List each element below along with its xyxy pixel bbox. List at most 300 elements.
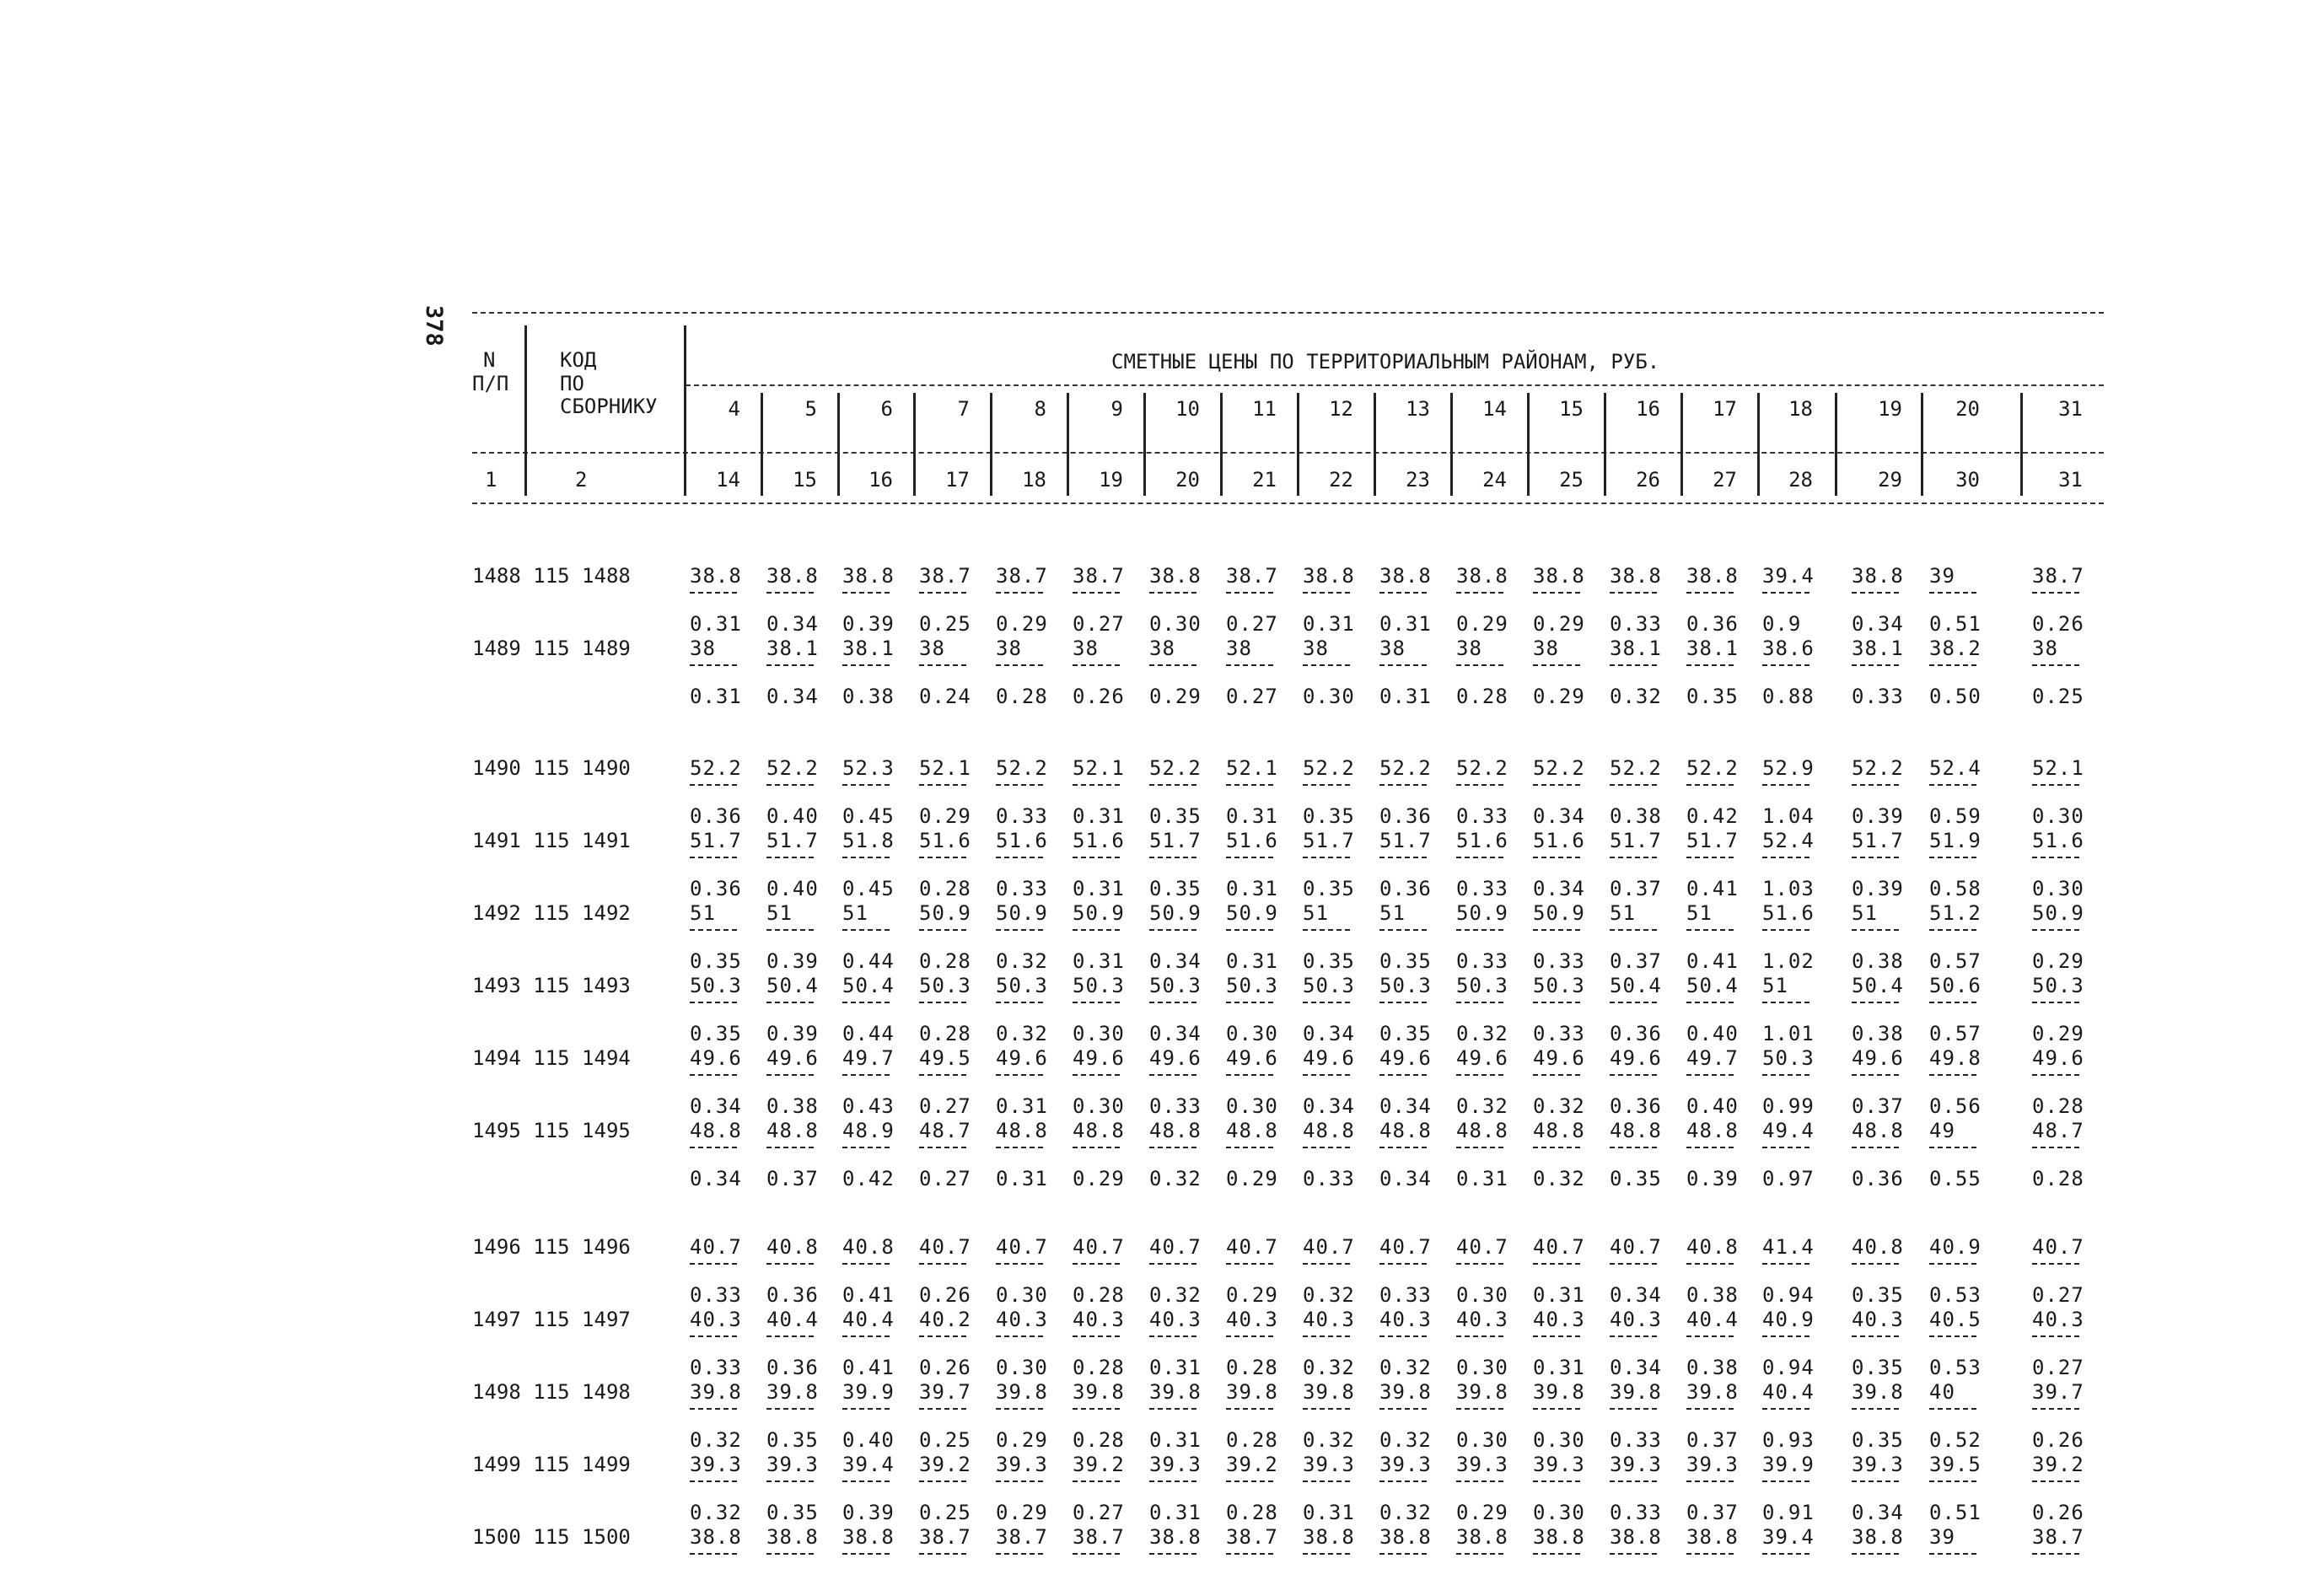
table-cell: 40.7 bbox=[1533, 1235, 1585, 1259]
table-cell: 51 bbox=[1379, 901, 1406, 925]
table-cell: 0.29 bbox=[996, 1501, 1048, 1524]
fraction-line bbox=[1533, 857, 1580, 858]
table-cell: 0.51 bbox=[1929, 612, 1982, 636]
table-cell: 51.7 bbox=[1379, 829, 1432, 852]
table-cell: 0.34 bbox=[1379, 1094, 1432, 1118]
column-number-27: 27 bbox=[1713, 468, 1737, 492]
table-cell: 0.31 bbox=[1379, 612, 1432, 636]
fraction-line bbox=[1610, 784, 1657, 786]
column-number-29: 29 bbox=[1878, 468, 1902, 492]
fraction-line bbox=[1762, 592, 1809, 594]
fraction-line bbox=[842, 664, 890, 666]
table-cell: 38 bbox=[919, 637, 945, 660]
fraction-line bbox=[1610, 929, 1657, 931]
header-title: СМЕТНЫЕ ЦЕНЫ ПО ТЕРРИТОРИАЛЬНЫМ РАЙОНАМ, РУБ. bbox=[1111, 350, 1660, 373]
table-cell: 0.32 bbox=[996, 949, 1048, 973]
table-cell: 0.27 bbox=[1226, 612, 1278, 636]
table-cell: 51.9 bbox=[1929, 829, 1982, 852]
fraction-line bbox=[1149, 1147, 1196, 1148]
table-cell: 0.35 bbox=[766, 1428, 819, 1452]
table-cell: 0.34 bbox=[766, 612, 819, 636]
table-cell: 39.8 bbox=[690, 1380, 742, 1404]
fraction-line bbox=[766, 1074, 814, 1076]
fraction-line bbox=[1073, 1335, 1120, 1337]
table-cell: 0.32 bbox=[690, 1501, 742, 1524]
fraction-line bbox=[1226, 1335, 1273, 1337]
table-cell: 40.4 bbox=[766, 1308, 819, 1331]
table-cell: 0.32 bbox=[1610, 685, 1662, 708]
table-cell: 38.8 bbox=[1852, 564, 1904, 588]
district-header-8: 8 bbox=[1034, 397, 1046, 421]
fraction-line bbox=[1226, 1002, 1273, 1003]
table-cell: 0.35 bbox=[1303, 949, 1355, 973]
table-cell: 40.3 bbox=[1379, 1308, 1432, 1331]
table-cell: 38.1 bbox=[766, 637, 819, 660]
fraction-line bbox=[1533, 592, 1580, 594]
fraction-line bbox=[1456, 857, 1503, 858]
table-cell: 50.4 bbox=[766, 974, 819, 997]
table-cell: 38.8 bbox=[1149, 1525, 1202, 1549]
table-cell: 38 bbox=[1226, 637, 1252, 660]
table-cell: 51.7 bbox=[766, 829, 819, 852]
table-cell: 40.7 bbox=[1610, 1235, 1662, 1259]
fraction-line bbox=[766, 1553, 814, 1555]
table-cell: 0.29 bbox=[919, 804, 971, 828]
fraction-line bbox=[1303, 592, 1350, 594]
table-cell: 49.6 bbox=[996, 1046, 1048, 1070]
fraction-line bbox=[1073, 592, 1120, 594]
fraction-line bbox=[1762, 1480, 1809, 1482]
table-cell: 49.6 bbox=[1852, 1046, 1904, 1070]
fraction-line bbox=[1686, 592, 1734, 594]
table-cell: 0.38 bbox=[842, 685, 895, 708]
table-cell: 38.2 bbox=[1929, 637, 1982, 660]
fraction-line bbox=[1929, 1002, 1976, 1003]
table-cell: 0.34 bbox=[1852, 1501, 1904, 1524]
table-cell: 0.36 bbox=[766, 1356, 819, 1379]
table-cell: 0.27 bbox=[2032, 1283, 2084, 1307]
table-cell: 0.25 bbox=[2032, 685, 2084, 708]
table-cell: 51.7 bbox=[1149, 829, 1202, 852]
fraction-line bbox=[1379, 784, 1427, 786]
table-cell: 52.2 bbox=[1610, 756, 1662, 780]
table-cell: 48.8 bbox=[1686, 1119, 1739, 1142]
table-cell: 38.7 bbox=[996, 564, 1048, 588]
table-cell: 48.8 bbox=[690, 1119, 742, 1142]
table-cell: 0.39 bbox=[842, 612, 895, 636]
table-cell: 0.27 bbox=[1073, 612, 1125, 636]
table-cell: 0.36 bbox=[1610, 1094, 1662, 1118]
fraction-line bbox=[766, 857, 814, 858]
fraction-line bbox=[1073, 1002, 1120, 1003]
table-cell: 0.59 bbox=[1929, 804, 1982, 828]
fraction-line bbox=[1852, 1480, 1899, 1482]
table-cell: 38.8 bbox=[1303, 564, 1355, 588]
fraction-line bbox=[1456, 1074, 1503, 1076]
table-cell: 51.8 bbox=[842, 829, 895, 852]
table-cell: 40.3 bbox=[1073, 1308, 1125, 1331]
table-cell: 0.45 bbox=[842, 877, 895, 900]
district-header-6: 6 bbox=[880, 397, 893, 421]
fraction-line bbox=[1852, 664, 1899, 666]
fraction-line bbox=[1686, 1408, 1734, 1410]
table-cell: 48.9 bbox=[842, 1119, 895, 1142]
fraction-line bbox=[919, 1553, 966, 1555]
fraction-line bbox=[1686, 1335, 1734, 1337]
fraction-line bbox=[1610, 1553, 1657, 1555]
column-number-24: 24 bbox=[1482, 468, 1507, 492]
table-cell: 0.88 bbox=[1762, 685, 1815, 708]
fraction-line bbox=[1303, 857, 1350, 858]
table-cell: 50.3 bbox=[1533, 974, 1585, 997]
row-label: 1490 115 1490 bbox=[472, 756, 631, 780]
table-cell: 38.8 bbox=[766, 564, 819, 588]
col-index-n: 1 bbox=[485, 468, 497, 492]
table-cell: 39.4 bbox=[1762, 1525, 1815, 1549]
header-code-po: ПО bbox=[560, 372, 584, 395]
fraction-line bbox=[1226, 857, 1273, 858]
column-number-20: 20 bbox=[1175, 468, 1200, 492]
table-cell: 38.8 bbox=[1303, 1525, 1355, 1549]
fraction-line bbox=[1379, 664, 1427, 666]
table-cell: 50.3 bbox=[1379, 974, 1432, 997]
table-cell: 52.9 bbox=[1762, 756, 1815, 780]
table-cell: 40.9 bbox=[1929, 1235, 1982, 1259]
table-cell: 50.6 bbox=[1929, 974, 1982, 997]
table-cell: 0.33 bbox=[1456, 949, 1508, 973]
fraction-line bbox=[1610, 1074, 1657, 1076]
table-cell: 0.32 bbox=[1303, 1428, 1355, 1452]
table-cell: 0.57 bbox=[1929, 949, 1982, 973]
fraction-line bbox=[1149, 1408, 1196, 1410]
table-cell: 0.29 bbox=[1226, 1283, 1278, 1307]
table-cell: 49 bbox=[1929, 1119, 1955, 1142]
table-cell: 0.35 bbox=[1379, 949, 1432, 973]
table-cell: 0.40 bbox=[1686, 1094, 1739, 1118]
table-cell: 0.31 bbox=[1226, 949, 1278, 973]
fraction-line bbox=[1762, 1553, 1809, 1555]
table-cell: 38.8 bbox=[766, 1525, 819, 1549]
table-cell: 50.9 bbox=[2032, 901, 2084, 925]
fraction-line bbox=[1533, 664, 1580, 666]
fraction-line bbox=[1929, 1553, 1976, 1555]
table-cell: 49.6 bbox=[766, 1046, 819, 1070]
fraction-line bbox=[1226, 664, 1273, 666]
row-label: 1495 115 1495 bbox=[472, 1119, 631, 1142]
table-cell: 0.32 bbox=[1533, 1094, 1585, 1118]
district-header-11: 11 bbox=[1252, 397, 1277, 421]
table-cell: 0.37 bbox=[766, 1167, 819, 1190]
table-cell: 0.35 bbox=[766, 1501, 819, 1524]
table-cell: 40.3 bbox=[1456, 1308, 1508, 1331]
table-cell: 0.9 bbox=[1762, 612, 1802, 636]
fraction-line bbox=[2032, 1553, 2079, 1555]
table-cell: 49.6 bbox=[2032, 1046, 2084, 1070]
table-cell: 38.8 bbox=[1533, 1525, 1585, 1549]
table-cell: 0.33 bbox=[1610, 612, 1662, 636]
table-cell: 0.41 bbox=[1686, 949, 1739, 973]
fraction-line bbox=[2032, 1074, 2079, 1076]
fraction-line bbox=[842, 857, 890, 858]
fraction-line bbox=[1456, 664, 1503, 666]
fraction-line bbox=[766, 784, 814, 786]
table-cell: 0.34 bbox=[766, 685, 819, 708]
fraction-line bbox=[766, 592, 814, 594]
fraction-line bbox=[690, 1408, 737, 1410]
table-cell: 49.6 bbox=[1456, 1046, 1508, 1070]
table-cell: 0.57 bbox=[1929, 1022, 1982, 1045]
fraction-line bbox=[1929, 664, 1976, 666]
table-cell: 38 bbox=[1149, 637, 1175, 660]
table-cell: 49.4 bbox=[1762, 1119, 1815, 1142]
fraction-line bbox=[1379, 1408, 1427, 1410]
fraction-line bbox=[1686, 1263, 1734, 1265]
fraction-line bbox=[1149, 929, 1196, 931]
table-cell: 38.8 bbox=[1610, 1525, 1662, 1549]
fraction-line bbox=[1686, 664, 1734, 666]
table-cell: 39.2 bbox=[1226, 1453, 1278, 1476]
table-cell: 38.8 bbox=[1379, 1525, 1432, 1549]
fraction-line bbox=[1533, 1408, 1580, 1410]
fraction-line bbox=[996, 1263, 1043, 1265]
fraction-line bbox=[919, 857, 966, 858]
table-cell: 0.38 bbox=[1686, 1283, 1739, 1307]
fraction-line bbox=[1226, 592, 1273, 594]
table-cell: 49.6 bbox=[690, 1046, 742, 1070]
table-cell: 39.3 bbox=[996, 1453, 1048, 1476]
fraction-line bbox=[1456, 1335, 1503, 1337]
fraction-line bbox=[2032, 1263, 2079, 1265]
table-cell: 0.31 bbox=[1533, 1283, 1585, 1307]
table-cell: 40.7 bbox=[2032, 1235, 2084, 1259]
fraction-line bbox=[1610, 1480, 1657, 1482]
column-number-31: 31 bbox=[2058, 468, 2083, 492]
table-cell: 0.31 bbox=[690, 685, 742, 708]
fraction-line bbox=[766, 1480, 814, 1482]
table-cell: 39.8 bbox=[1456, 1380, 1508, 1404]
fraction-line bbox=[919, 929, 966, 931]
table-cell: 0.37 bbox=[1610, 877, 1662, 900]
table-cell: 38 bbox=[1073, 637, 1099, 660]
fraction-line bbox=[1226, 1147, 1273, 1148]
fraction-line bbox=[2032, 1408, 2079, 1410]
table-cell: 0.30 bbox=[1456, 1356, 1508, 1379]
table-cell: 50.3 bbox=[1073, 974, 1125, 997]
table-cell: 39.3 bbox=[1456, 1453, 1508, 1476]
fraction-line bbox=[690, 857, 737, 858]
district-header-10: 10 bbox=[1175, 397, 1200, 421]
table-cell: 40.9 bbox=[1762, 1308, 1815, 1331]
table-cell: 40.8 bbox=[1686, 1235, 1739, 1259]
fraction-line bbox=[1303, 1408, 1350, 1410]
fraction-line bbox=[1929, 1147, 1976, 1148]
fraction-line bbox=[996, 784, 1043, 786]
fraction-line bbox=[1852, 1074, 1899, 1076]
table-cell: 39.8 bbox=[1226, 1380, 1278, 1404]
table-cell: 50.9 bbox=[1226, 901, 1278, 925]
column-number-15: 15 bbox=[793, 468, 817, 492]
fraction-line bbox=[690, 1480, 737, 1482]
fraction-line bbox=[1456, 592, 1503, 594]
fraction-line bbox=[766, 1263, 814, 1265]
table-cell: 0.28 bbox=[1073, 1428, 1125, 1452]
district-header-18: 18 bbox=[1788, 397, 1813, 421]
fraction-line bbox=[1929, 592, 1976, 594]
table-cell: 0.34 bbox=[1533, 877, 1585, 900]
table-cell: 50.3 bbox=[1149, 974, 1202, 997]
table-cell: 38.1 bbox=[1852, 637, 1904, 660]
column-number-19: 19 bbox=[1099, 468, 1123, 492]
table-cell: 39.2 bbox=[1073, 1453, 1125, 1476]
table-cell: 38.8 bbox=[1533, 564, 1585, 588]
table-cell: 49.6 bbox=[1303, 1046, 1355, 1070]
table-cell: 51.6 bbox=[1226, 829, 1278, 852]
table-cell: 50.3 bbox=[690, 974, 742, 997]
table-cell: 0.38 bbox=[1852, 949, 1904, 973]
row-label: 1497 115 1497 bbox=[472, 1308, 631, 1331]
fraction-line bbox=[2032, 1335, 2079, 1337]
district-header-14: 14 bbox=[1482, 397, 1507, 421]
fraction-line bbox=[996, 1408, 1043, 1410]
table-cell: 0.33 bbox=[1533, 949, 1585, 973]
table-cell: 38.8 bbox=[842, 1525, 895, 1549]
table-cell: 40.7 bbox=[1149, 1235, 1202, 1259]
fraction-line bbox=[1852, 784, 1899, 786]
table-cell: 50.9 bbox=[1149, 901, 1202, 925]
table-cell: 0.34 bbox=[690, 1094, 742, 1118]
fraction-line bbox=[1762, 784, 1809, 786]
table-cell: 0.30 bbox=[1456, 1428, 1508, 1452]
table-cell: 38.7 bbox=[919, 564, 971, 588]
fraction-line bbox=[690, 1074, 737, 1076]
table-cell: 0.30 bbox=[2032, 804, 2084, 828]
fraction-line bbox=[1610, 1002, 1657, 1003]
table-cell: 0.35 bbox=[690, 1022, 742, 1045]
table-cell: 50.3 bbox=[919, 974, 971, 997]
fraction-line bbox=[1610, 1147, 1657, 1148]
table-cell: 50.9 bbox=[996, 901, 1048, 925]
table-cell: 0.29 bbox=[1073, 1167, 1125, 1190]
table-cell: 0.28 bbox=[2032, 1094, 2084, 1118]
table-cell: 51 bbox=[1686, 901, 1713, 925]
table-cell: 51.6 bbox=[996, 829, 1048, 852]
table-cell: 52.2 bbox=[766, 756, 819, 780]
table-cell: 0.99 bbox=[1762, 1094, 1815, 1118]
fraction-line bbox=[766, 1002, 814, 1003]
row-label: 1488 115 1488 bbox=[472, 564, 631, 588]
table-cell: 38.8 bbox=[1379, 564, 1432, 588]
table-cell: 0.35 bbox=[1610, 1167, 1662, 1190]
district-header-4: 4 bbox=[728, 397, 740, 421]
table-cell: 39.8 bbox=[766, 1380, 819, 1404]
table-cell: 0.28 bbox=[1073, 1283, 1125, 1307]
fraction-line bbox=[1379, 1480, 1427, 1482]
fraction-line bbox=[996, 1480, 1043, 1482]
fraction-line bbox=[1929, 1408, 1976, 1410]
fraction-line bbox=[1303, 1335, 1350, 1337]
table-cell: 0.30 bbox=[1533, 1501, 1585, 1524]
district-header-20: 20 bbox=[1955, 397, 1980, 421]
table-cell: 0.26 bbox=[2032, 1501, 2084, 1524]
table-cell: 0.33 bbox=[1303, 1167, 1355, 1190]
table-cell: 50.4 bbox=[1852, 974, 1904, 997]
table-cell: 0.37 bbox=[1852, 1094, 1904, 1118]
table-cell: 49.7 bbox=[1686, 1046, 1739, 1070]
fraction-line bbox=[1456, 1480, 1503, 1482]
table-cell: 39.3 bbox=[1686, 1453, 1739, 1476]
table-cell: 52.1 bbox=[2032, 756, 2084, 780]
table-cell: 50.4 bbox=[1610, 974, 1662, 997]
fraction-line bbox=[1149, 1335, 1196, 1337]
table-cell: 38.8 bbox=[1610, 564, 1662, 588]
fraction-line bbox=[1852, 592, 1899, 594]
table-cell: 40.4 bbox=[1762, 1380, 1815, 1404]
fraction-line bbox=[842, 1074, 890, 1076]
table-cell: 39.8 bbox=[1303, 1380, 1355, 1404]
fraction-line bbox=[996, 664, 1043, 666]
fraction-line bbox=[1149, 1002, 1196, 1003]
table-cell: 0.31 bbox=[1073, 949, 1125, 973]
table-cell: 51.7 bbox=[1852, 829, 1904, 852]
table-cell: 38.1 bbox=[1610, 637, 1662, 660]
table-cell: 0.37 bbox=[1610, 949, 1662, 973]
table-cell: 0.33 bbox=[1456, 877, 1508, 900]
fraction-line bbox=[766, 1408, 814, 1410]
fraction-line bbox=[919, 1002, 966, 1003]
fraction-line bbox=[1533, 1147, 1580, 1148]
table-cell: 0.37 bbox=[1686, 1501, 1739, 1524]
fraction-line bbox=[1686, 857, 1734, 858]
fraction-line bbox=[1610, 857, 1657, 858]
table-cell: 38.1 bbox=[842, 637, 895, 660]
district-header-31: 31 bbox=[2058, 397, 2083, 421]
fraction-line bbox=[1533, 1002, 1580, 1003]
table-cell: 0.35 bbox=[1149, 804, 1202, 828]
table-cell: 39.3 bbox=[1303, 1453, 1355, 1476]
fraction-line bbox=[1533, 1263, 1580, 1265]
table-cell: 41.4 bbox=[1762, 1235, 1815, 1259]
table-cell: 50.9 bbox=[1533, 901, 1585, 925]
fraction-line bbox=[1533, 1553, 1580, 1555]
table-cell: 40.8 bbox=[1852, 1235, 1904, 1259]
table-cell: 39.8 bbox=[1379, 1380, 1432, 1404]
table-cell: 52.2 bbox=[1456, 756, 1508, 780]
table-cell: 0.30 bbox=[1226, 1094, 1278, 1118]
fraction-line bbox=[1929, 784, 1976, 786]
table-cell: 51.7 bbox=[690, 829, 742, 852]
fraction-line bbox=[919, 1408, 966, 1410]
table-cell: 40.2 bbox=[919, 1308, 971, 1331]
table-cell: 38 bbox=[1303, 637, 1329, 660]
table-cell: 0.29 bbox=[996, 612, 1048, 636]
table-cell: 0.93 bbox=[1762, 1428, 1815, 1452]
header-code-collection: СБОРНИКУ bbox=[560, 395, 658, 418]
table-cell: 49.6 bbox=[1073, 1046, 1125, 1070]
table-cell: 0.34 bbox=[1533, 804, 1585, 828]
table-cell: 38.8 bbox=[1456, 564, 1508, 588]
table-cell: 39.3 bbox=[1610, 1453, 1662, 1476]
table-cell: 38.7 bbox=[1226, 564, 1278, 588]
table-cell: 52.2 bbox=[996, 756, 1048, 780]
table-cell: 0.29 bbox=[2032, 1022, 2084, 1045]
fraction-line bbox=[1533, 1480, 1580, 1482]
fraction-line bbox=[766, 664, 814, 666]
table-cell: 0.30 bbox=[1149, 612, 1202, 636]
fraction-line bbox=[1610, 1263, 1657, 1265]
table-cell: 0.31 bbox=[1533, 1356, 1585, 1379]
fraction-line bbox=[1610, 1408, 1657, 1410]
table-cell: 0.33 bbox=[690, 1283, 742, 1307]
